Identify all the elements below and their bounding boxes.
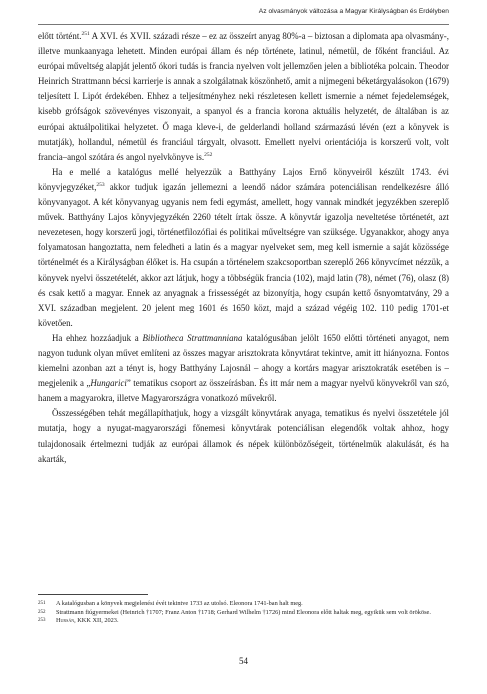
text-run: Ha e mellé a katalógus mellé helyezzük a Batthyány Lajos Ernő könyveiről készült 1743. évi könyvjegyzéket,	[38, 166, 449, 192]
paragraph	[38, 406, 449, 466]
text-run: katalógusában jelölt 1650 előtti történeti anyagot, nem nagyon tudunk olyan művet említeni az összes magyar arisztokrata könyvtárat tekintve, amit itt hiányozna. Fontos kiemelni azonban azt a tényt is, hogy Batthyány Lajosnál – ahogy a kortárs magyar arisztokraták esetében is – megjelenik a „	[38, 332, 450, 389]
footnote-text	[56, 600, 449, 609]
text-run: A XVI. és XVII. századi része – ez az összeírt anyag 80%-a – biztosan a diplomata apa olvasmány-, illetve munkaanyaga lehetett. Minden európai állam és nép története, latinul, németül, de főként franciául. Az európai műveltség alapját jelentő ókori tudás is francia nyelven volt jellemzően jelen a bibliotéka polcain. Theodor Heinrich Strattmann bécsi karrierje is annak a szolgálatnak köszönhető, amit a nijmegeni béketárgyalásokon (1679) teljesített I. Lipót érdekében. Ehhez a teljesítményhez neki részletesen kellett ismernie a német fejedelemségek, kisebb grófságok szövevényes viszonyait, a spanyol és a francia korona aktuális helyzetét, de általában is az európai aktuálpolitikai helyzetet. Ő maga kleve-i, de gelderlandi holland származású lévén (ezt a könyvek is mutatják), hollandul, németül és franciául tárgyalt, olvasott. Emellett nyelvi orientációja is korszerű volt, volt francia–angol szótára és angol nyelvkönyve is.	[38, 31, 449, 162]
italic-text: Hungarici	[90, 378, 127, 389]
footnote-ref: 251	[81, 31, 90, 38]
footnote	[38, 617, 449, 626]
footnote-ref: 253	[96, 181, 105, 188]
text-run: Strattmann fiúgyermekei (Heinrich †1707; Franz Anton †1718; Gerhard Wilhelm †1726) mind Eleonora előtt haltak meg, egyikük sem volt örököse.	[56, 608, 431, 616]
text-run: előtt történt.	[38, 31, 82, 41]
paragraph	[38, 331, 449, 406]
page-number: 54	[239, 656, 248, 666]
text-run: ” tematikus csoport az összeírásban. És itt már nem a magyar nyelvű könyvekről van szó, hanem a magyarokra, illetve Magyarországra vonatkozó művekről.	[38, 378, 449, 404]
paragraph	[38, 165, 449, 331]
footnote-ref: 252	[204, 151, 213, 158]
paragraph	[38, 29, 449, 165]
footnote-number: 253	[38, 618, 46, 624]
running-head: Az olvasmányok változása a Magyar Királyságban és Erdélyben	[258, 8, 449, 15]
text-run: A katalógusban a könyvek megjelenési évét tekintve 1733 az utolsó. Eleonora 1741-ban halt meg.	[56, 600, 303, 607]
body-text	[38, 29, 449, 467]
italic-text: Bibliotheca Strattmanniana	[142, 332, 243, 343]
text-run: Összességében tehát megállapíthatjuk, hogy a vizsgált könyvtárak anyaga, tematikus és nyelvi összetétele jól mutatja, hogy a nyugat-magyarországi főnemesi könyvtárak potenciálisan elegendők voltak ahhoz, hogy tulajdonosaik értelmezni tudják az európai államok és népek különbözőségeit, történelmük alakulását, és ha akarták,	[38, 408, 449, 464]
text-run: , KKK XII, 2023.	[74, 617, 119, 625]
footnote-rule	[38, 594, 148, 595]
footnote-number: 251	[38, 601, 46, 606]
footnote-text	[56, 617, 449, 626]
author-name: Hursán	[56, 617, 75, 625]
footnote-number: 252	[38, 609, 46, 615]
text-run: Ha ehhez hozzáadjuk a	[52, 332, 143, 343]
footnote	[38, 609, 449, 618]
footnotes	[38, 600, 449, 626]
text-run: akkor tudjuk igazán jellemezni a leendő nádor számára potenciálisan rendelkezésre álló könyvanyagot. A két könyvanyag ugyanis nem fedi egymást, amellett, hogy vannak mindkét jegyzékben szereplő művek. Batthyány Lajos könyvjegyzékén 2260 tételt írtak össze. A könyvtár igazolja neveltetése történetét, azt nevezetesen, hogy korszerű jogi, történetfilozófiai és politikai műveltségre van szüksége. Ugyanakkor, ahogy anya folyamatosan hangoztatta, nem feledheti a latin és a magyar nyelveket sem, meg kell ismernie a saját közössége történelmét és a Királyságban élőket is. Ha csupán a történelem szakcsoportban szereplő 266 könyvcímet nézzük, a könyvek nyelvi összetételét, akkor azt látjuk, hogy a többségük francia (102), majd latin (78), német (76), olasz (8) és csak kettő a magyar. Ennek az anyagnak a frissességét az bizonyítja, hogy csupán kettő ősnyomtatvány, 29 a XVI. században megjelent. 20 jelent meg 1601 és 1650 közt, majd a század végéig 102. 110 pedig 1701-et követően.	[38, 181, 449, 328]
header-rule	[38, 24, 449, 25]
footnote	[38, 600, 449, 609]
footnote-text	[56, 609, 449, 618]
